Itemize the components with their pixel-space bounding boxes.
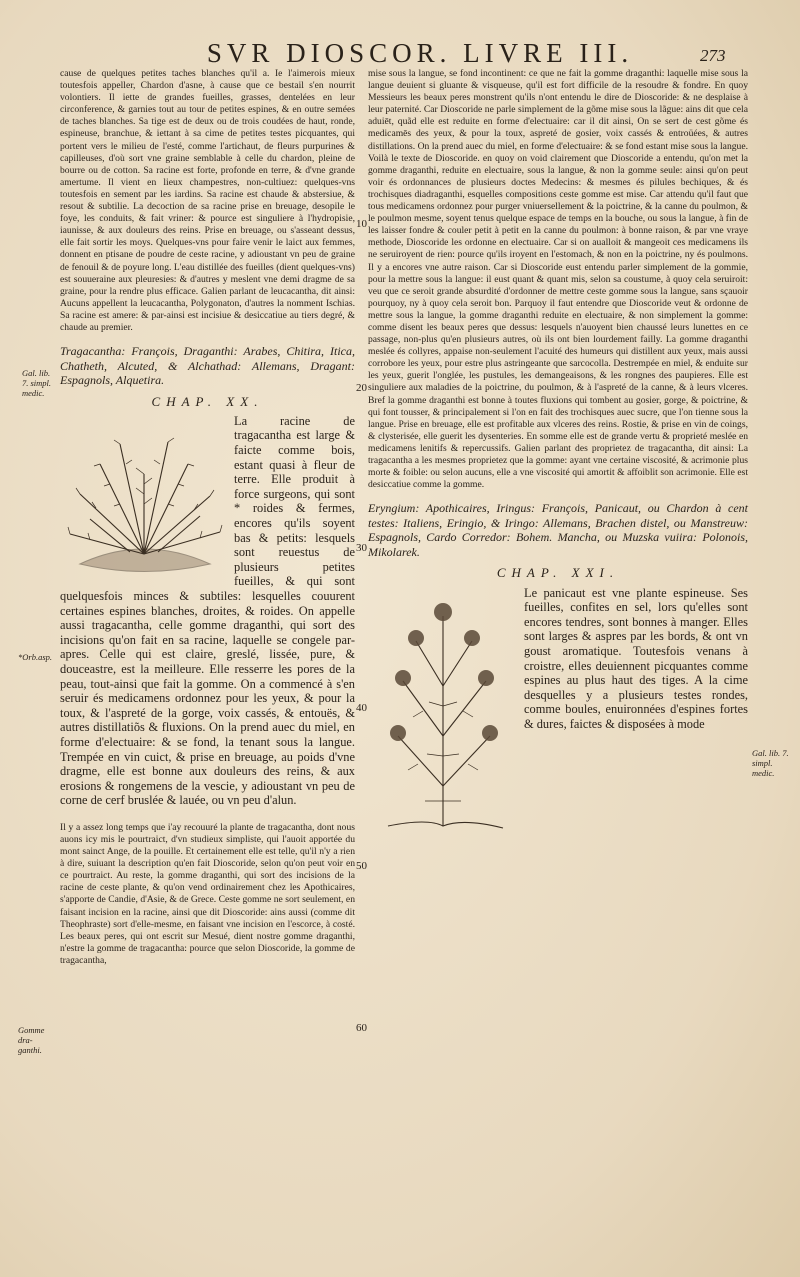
paragraph-tragacantha-commentary: Il y a assez long temps que i'ay recouuré la plante de tragacantha, dont nous auons icy mis le pourtraict, d'vn studieux simpliste, qui l'auoit apportée du mont sainct Ange, de la pouille. Et certainement elle est telle, qu'il n'y a rien à dire, suiuant la description qu'en fait Dioscoride, selon qu'on peut voir en ce pourtraict. Au reste, la gomme draganthi, qui sort des incisions de la racine de ceste plante, & qu'on vend ordinairement chez les Apothicaires, s'apporte de Candie, d'Asie, & de Grece. Ceste gomme ne sort seulement, en faisant incision en la racine, ainsi que dit Dioscoride: ains aussi (comme dit Theophraste) sort d'elle-mesme, en faisant vne incision en l'escorce, à costé. Les beaux peres, qui ont escrit sur Mesué, dient nostre gomme draganthi, n'estre la gomme de tragacantha: pource que selon Dioscoride, la gomme de tragacantha,	[60, 821, 355, 966]
margin-note-left-1: Gal. lib. 7. simpl. medic.	[22, 368, 52, 398]
folio-number: 273	[700, 46, 726, 65]
line-number: 50	[356, 860, 367, 872]
synonyms-text: Tragacantha: François, Draganthi: Arabes, Chitira, Itica, Chatheth, Alcuted, & Alchathad: Allemans, Dragant: Espagnols, Alquetira.	[60, 344, 355, 388]
paragraph-leucacantha: cause de quelques petites taches blanches qu'il a. Ie l'aimerois mieux toutesfois appeller, Chardon d'asne, à cause que ce bestail s'en nourrit volontiers. Il iette de grandes fueilles, grasses, dentelées en leur circonference, & garnies tout au tour de petites espines, & en outre semées de taches blanches. Sa tige est de deux ou de trois coudées de haut, ronde, espineuse, branchue, & iettant à sa cime de petites testes picquantes, qui portent vers le milieu de l'esté, comme l'artichaut, de fleurs purpurines & capilleuses, d'où sort vne graine semblable à celle du chardon, pleine de bourre ou de cotton. Sa racine est forte, profonde en terre, & d'vne grande amertume. Il vient en lieux champestres, non-cultiuez: quelques-vns toutesfois en sement par les iardins. Sa racine est chaude & abstersiue, & resout & subtilie. La decoction de sa racine prise en breuage, desopile le foye, les conduits, & fait vriner: & pource est singuliere à l'hydropisie, iaunisse, & aux douleurs des reins. Prise en breuage, ou s'asseant dessus, elle fait sortir les moys. Quelques-vns pour faire venir le laict aux femmes, donnent en ptisane de poudre de ceste racine, y adioustant vn peu de graine de fenouil & de poyure long. L'eau distillée des fueilles (dient quelques-vns) est souueraine aux pleuresies: & d'autres y meslent vne demi dragme de sa graine, pour la rendre plus efficace. Galien parlant de leucacantha, dit ainsi: Aucuns appellent la leucacantha, Polygonaton, d'autres la nomment Ischias. Sa racine est amere: & par-ainsi est incisiue & desiccatiue au tiers degré, & chaude au premier.	[60, 68, 355, 333]
synonyms-tragacantha	[60, 344, 355, 388]
line-number: 10	[356, 218, 367, 230]
panicaut-plant-illustration	[368, 586, 518, 834]
margin-note-left-2: *Orb.asp.	[18, 652, 53, 662]
synonyms-text: Eryngium: Apothicaires, Iringus: François, Panicaut, ou Chardon à cent testes: Italiens, Eringio, & Iringo: Allemans, Brachen distel, ou Manstreuw: Espagnols, Cardo Corredor: Bohem. Mancha, ou Muzska vuiira: Polonois, Mikolarek.	[368, 501, 748, 559]
chapter-xx-text: La racine de tragacantha est large & faicte comme bois, estant quasi à fleur de terre. Elle produit à force surgeons, qui sont * roides & fermes, encores qu'ils soyent bas & petits: lesquels sont reuestus de plusieurs petites fueilles, & qui sont quelquesfois minces & subtiles: lesquelles couurent certaines espines blanches, droites, & roides. On appelle aussi tragacantha, celle gomme draganthi, qui sort des incisions qu'on fait en sa racine, laquelle se congele par-apres. Celle qui est claire, greslé, lissée, pure, & douceastre, est la meilleure. Elle resserre les pores de la peau, tout-ainsi que fait la gomme. On a commencé à s'en seruir és medicamens ordonnez pour les yeux, & pour la toux, & l'aspreté de la gorge, voix cassés, & entouës, & autres distillatiõs & fluxions. On la prend auec du miel, en forme d'electuaire: & se fond, la tenant sous la langue. Trempée en vin cuict, & prise en breuage, au poids d'vne dragme, elle est bonne aux douleurs des reins, & aux erosions & rongemens de la vescie, y adioustant vn peu de corne de cerf bruslée & lauée, ou vn peu d'alun.	[60, 413, 355, 808]
tragacantha-plant-illustration	[60, 414, 228, 584]
chapter-heading-xx: CHAP. XX.	[151, 393, 264, 409]
right-column	[368, 68, 748, 836]
chapter-xxi-text: Le panicaut est vne plante espineuse. Ses fueilles, confites en sel, lors qu'elles sont encores tendres, sont bonnes à manger. Elles sont larges & aspres par les bords, & ont vn goust aromatique. Toutesfois venans à croistre, elles deuiennent picquantes comme espines au plus haut des tiges. A la cime desquelles y a plusieurs testes rondes, comme boules, enuironnées d'espines fortes & dures, faictes & disposées à mode	[524, 585, 748, 731]
chapter-xx-body	[60, 414, 355, 808]
margin-note-right-1: Gal. lib. 7. simpl. medic.	[752, 748, 789, 778]
synonyms-eryngium	[368, 501, 748, 559]
line-number: 60	[356, 1022, 367, 1034]
margin-note-left-3: Gomme dra- ganthi.	[18, 1025, 45, 1055]
left-column	[60, 68, 355, 975]
chapter-heading-xxi: CHAP. XXI.	[496, 565, 620, 581]
line-number: 30	[356, 542, 367, 554]
running-header: SVR DIOSCOR. LIVRE III.	[206, 38, 634, 68]
line-number: 40	[356, 702, 367, 714]
chapter-xxi-body	[368, 586, 748, 732]
line-number: 20	[356, 382, 367, 394]
paragraph-gomme-draganthi: mise sous la langue, se fond incontinent: ce que ne fait la gomme draganthi: laquelle mise sous la langue deuient si gluante & visqueuse, qu'il est fort difficile de la resoudre & fondre. En quoy Messieurs les beaux peres monstrent qu'ils n'ont entendu le dire de Dioscoride: & ne desplaise à leur paternité. Car Dioscoride ne parle simplement de la gõme mise sous la lãgue: ains dit que cela aduiēt, quãd elle est reduite en forme d'electuaire: car il dit ainsi, On se sert de cest gõme és medicamēs des yeux, & pour la toux, aspreté de gosier, voix cassés & entroüées, & autres distillations. On la prend auec du miel, en forme d'electuaire: & se fond estant mise sous la langue. Voilà le texte de Dioscoride. en quoy on void clairement que Dioscoride a entendu, qu'on met la gomme draganthi, reduite en electuaire, sous la langue, & non la gomme seule: ainsi qu'on peut voir és ordonnances de plusieurs doctes Medecins: & mesmes és pilules bechiques, & és trochisques diadraganthi, esquelles compositions ceste gomme est mise. Car attendu qu'il faut que tous medicamens ordonnez pour purger vniuersellement & la poictrine, & la canne du poulmon, & le poulmon mesme, soyent tenus quelque espace de temps en la bouche, ou sous la langue, à fin de les laisser fondre & couler petit à petit en la canne du poulmon: à bonne raison, & par vne vraye methode, Dioscoride les ordonne en electuaire. Car si on aualloit & mangeoit ces medicamens ils ne seruiroyent de rien: pource qu'ils iroyent en l'estomach, & non en la poictrine, ny és poulmons. Il y a encores vne autre raison. Car si Dioscoride eust entendu parler simplement de la gommie, pour la mettre sous la langue: il eust quant & quant mis, selon sa coustume, à quoy cela seruiroit: veu que ce seroit grande absurdité d'ordonner de mettre ceste gomme sous la langue, sans sçauoir pourquoy, ny à quoy cela seroit bon. Parquoy il faut entendre que Dioscoride veut & ordonne de mettre sous la langue, la gomme draganthi reduite en electuaire, & non simplement la gomme: comme disent les beaux peres que dessus: lesquels n'auoyent bien chaussé leurs lunettes en ce passage, non-plus qu'en plusieurs autres, où ils ont bien lourdement failly. La gomme draganthi meslée és collyres, appaise non-seulement l'acuité des humeurs qui distillent aux yeux, mais aussi corrobore les yeux, pour estre plus astringeante que sarcocolla. Destrempée en miel, & enduite sur les yeux, guerit l'onglée, les pustules, les demangeaisons, & les rongnes des paupieres. Elle est singuliere aux maladies de la poictrine, du poulmon, & à l'aspreté de la canne, & à leurs vlceres. Bref la gomme draganthi est bonne à toutes fluxions qui tombent au gosier, gorge, & poictrine, & qui font tousser, & principalement si l'on en fait des trochisques auec sucre, que l'on tienne sous la langue. Prise en breuage, elle est profitable aux vlceres des reins. Rostie, & prise en vin de coings, & clysterisée, elle guerit les dysenteries. En somme elle est de grande vertu & proprieté meslée en medicamens lenitifs & repercussifs. Galien parlant des proprietez de tragacantha, dit ainsi: La tragacantha a les mesmes proprietez que la gomme: ayant vne certaine viscosité, & acrimonie plus morte & foible: ou selon aucuns, elle a vne viscosité qui amortit & affoiblit son acrimonie. Elle est desiccatiue comme la gomme.	[368, 68, 748, 491]
